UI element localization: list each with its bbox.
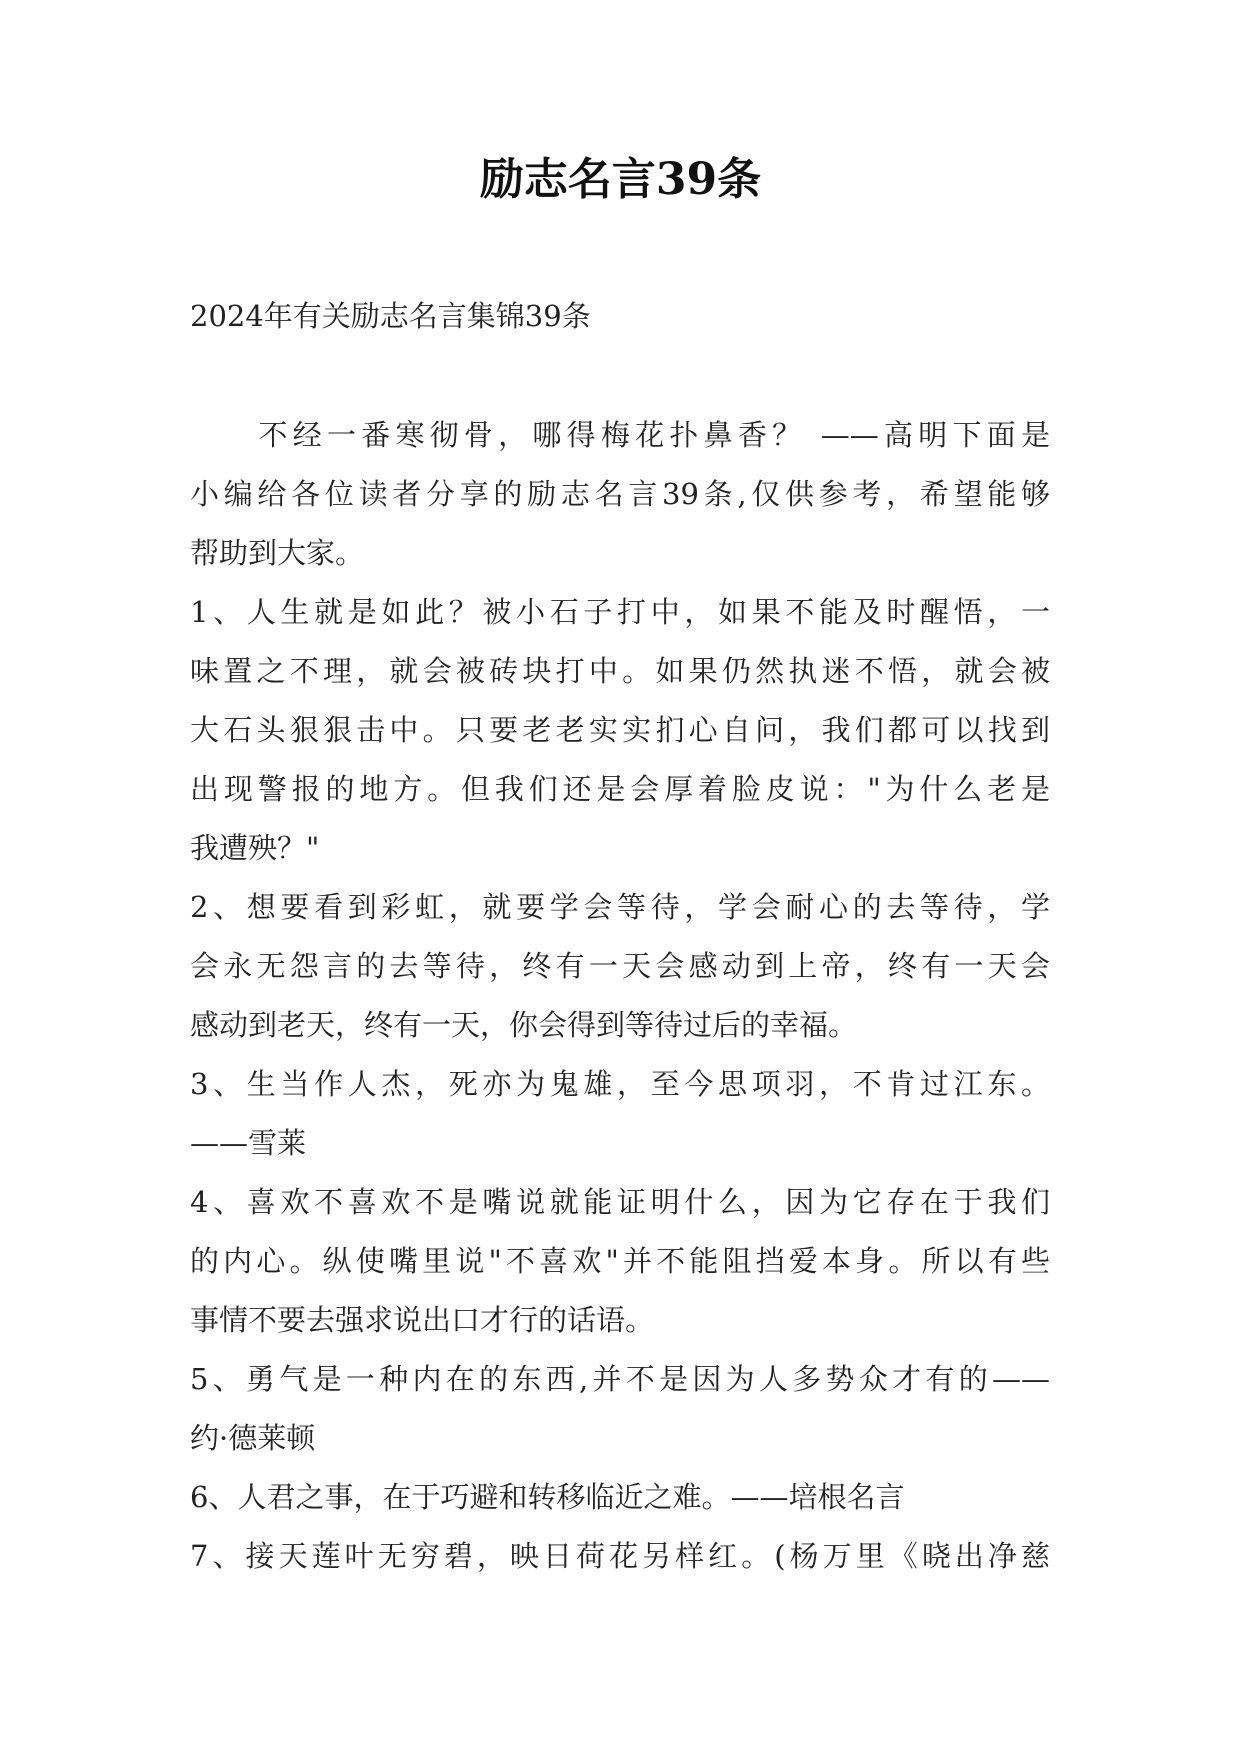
body-line: 4、喜欢不喜欢不是嘴说就能证明什么，因为它存在于我们 xyxy=(190,1185,1050,1219)
body-line: 约·德莱顿 xyxy=(190,1421,316,1455)
body-line: 小编给各位读者分享的励志名言39条,仅供参考，希望能够 xyxy=(190,477,1050,511)
document-title: 励志名言39条 xyxy=(479,154,762,205)
document-subtitle: 2024年有关励志名言集锦39条 xyxy=(190,299,591,333)
body-line: 的内心。纵使嘴里说"不喜欢"并不能阻挡爱本身。所以有些 xyxy=(190,1244,1050,1278)
body-line: 6、人君之事，在于巧避和转移临近之难。——培根名言 xyxy=(190,1480,905,1514)
body-line: 我遭殃？" xyxy=(190,831,320,865)
body-line: 大石头狠狠击中。只要老老实实扪心自问，我们都可以找到 xyxy=(190,713,1050,747)
body-line: 事情不要去强求说出口才行的话语。 xyxy=(190,1303,655,1337)
body-line: 1、人生就是如此？被小石子打中，如果不能及时醒悟，一 xyxy=(190,595,1050,629)
body-line: 7、接天莲叶无穷碧，映日荷花另样红。(杨万里《晓出净慈 xyxy=(190,1539,1050,1573)
document-body xyxy=(190,406,1050,1586)
body-line: 味置之不理，就会被砖块打中。如果仍然执迷不悟，就会被 xyxy=(190,654,1050,688)
body-line: 会永无怨言的去等待，终有一天会感动到上帝，终有一天会 xyxy=(190,949,1050,983)
body-line: 帮助到大家。 xyxy=(190,536,365,570)
body-line: 5、勇气是一种内在的东西,并不是因为人多势众才有的—— xyxy=(190,1362,1050,1396)
body-line: 3、生当作人杰，死亦为鬼雄，至今思项羽，不肯过江东。 xyxy=(190,1067,1050,1101)
body-line: 出现警报的地方。但我们还是会厚着脸皮说："为什么老是 xyxy=(190,772,1050,806)
body-line: ——雪莱 xyxy=(190,1126,307,1160)
body-line: 不经一番寒彻骨，哪得梅花扑鼻香？ ——高明下面是 xyxy=(190,418,1050,452)
body-line: 感动到老天，终有一天，你会得到等待过后的幸福。 xyxy=(190,1008,858,1042)
body-line: 2、想要看到彩虹，就要学会等待，学会耐心的去等待，学 xyxy=(190,890,1050,924)
